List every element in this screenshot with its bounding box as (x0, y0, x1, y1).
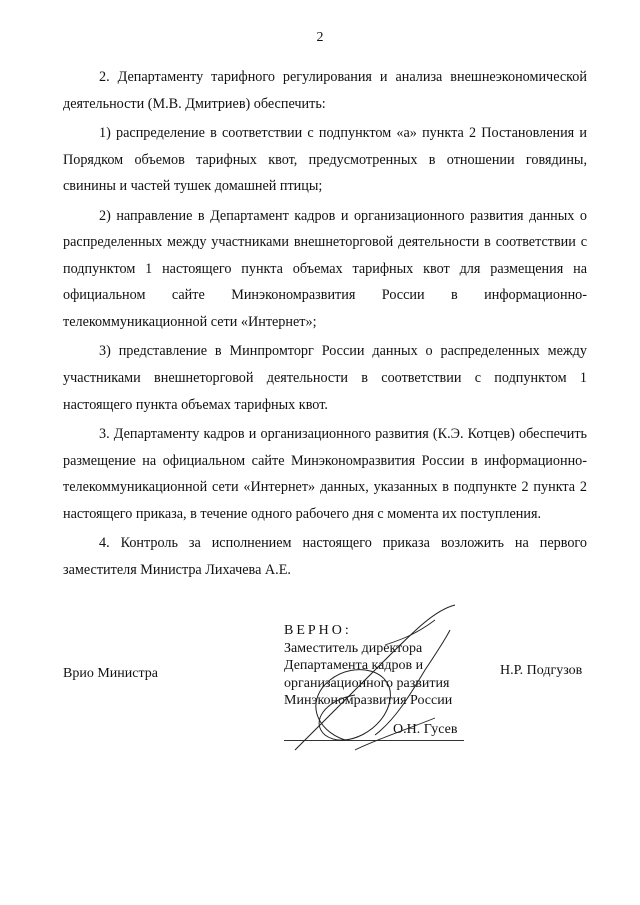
certification-line: организационного развития (284, 675, 450, 691)
certification-line: Минэкономразвития России (284, 693, 453, 708)
page-number: 2 (316, 30, 324, 45)
certification-heading: ВЕРНО: (284, 623, 352, 638)
paragraph-subclause-1: 1) распределение в соответствии с подпунктом «а» пункта 2 Постановления и Порядком объемов тарифных квот, предусмотренных в отношении говядины, свинины и частей тушек домашней птицы; (63, 124, 587, 195)
paragraph-clause-4: 4. Контроль за исполнением настоящего приказа возложить на первого заместителя Министра Лихачева А.Е. (63, 535, 587, 578)
signatory-name: Н.Р. Подгузов (500, 663, 583, 678)
paragraph-clause-3: 3. Департаменту кадров и организационного развития (К.Э. Котцев) обеспечить размещение на официальном сайте Минэкономразвития России в информационно-телекоммуникационной сети «Интернет» данных, указанных в подпункте 2 пункта 2 настоящего приказа, в течение одного рабочего дня с момента их поступления. (63, 425, 587, 522)
paragraph-subclause-2: 2) направление в Департамент кадров и организационного развития данных о распределенных между участниками внешнеторговой деятельности в соответствии с подпунктом 1 настоящего пункта объемах тарифных квот для размещения на официальном сайте Минэкономразвития России в информационно-телекоммуникационной сети «Интернет»; (63, 207, 587, 330)
certification-line: Заместитель директора (284, 640, 423, 656)
document-body (63, 64, 587, 586)
paragraph-clause-2: 2. Департаменту тарифного регулирования и анализа внешнеэкономической деятельности (М.В. Дмитриев) обеспечить: (63, 69, 587, 112)
signatory-position: Врио Министра (63, 666, 158, 681)
handwritten-signature (285, 600, 465, 760)
paragraph-subclause-3: 3) представление в Минпромторг России данных о распределенных между участниками внешнеторговой деятельности в соответствии с подпунктом 1 настоящего пункта объемах тарифных квот. (63, 343, 587, 413)
certification-line: Департамента кадров и (284, 658, 424, 673)
certification-signer: О.Н. Гусев (393, 722, 458, 737)
